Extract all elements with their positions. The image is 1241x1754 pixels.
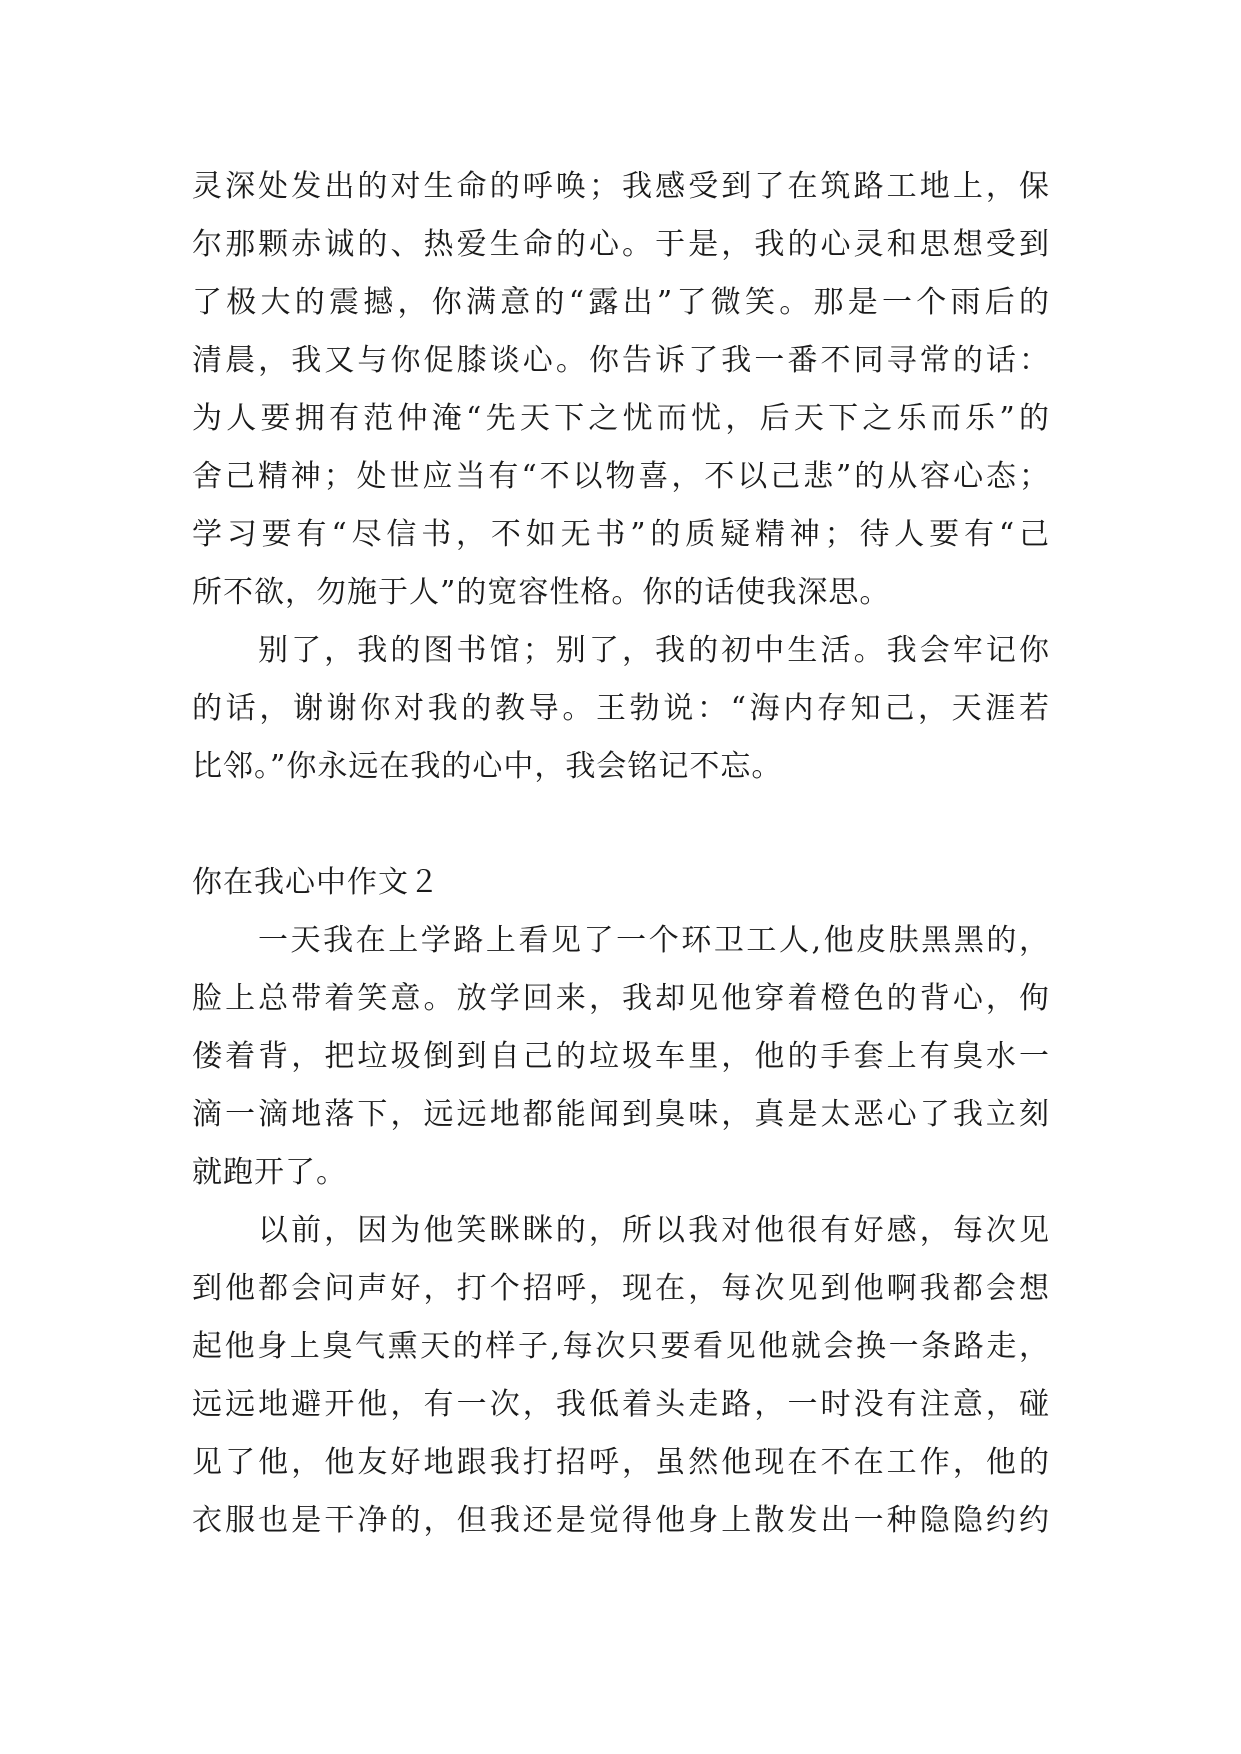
- text-line: 以前，因为他笑眯眯的，所以我对他很有好感，每次见: [258, 1213, 1050, 1248]
- text-line: 到他都会问声好，打个招呼，现在，每次见到他啊我都会想: [192, 1271, 1050, 1306]
- text-line: 学习要有“尽信书，不如无书”的质疑精神；待人要有“己: [192, 517, 1050, 552]
- text-line: 尔那颗赤诚的、热爱生命的心。于是，我的心灵和思想受到: [192, 227, 1050, 262]
- section-title: 你在我心中作文２: [192, 865, 440, 900]
- blank-line: [192, 796, 1050, 854]
- text-line: 滴一滴地落下，远远地都能闻到臭味，真是太恶心了我立刻: [192, 1097, 1050, 1132]
- text-line: 舍己精神；处世应当有“不以物喜，不以己悲”的从容心态；: [192, 459, 1050, 494]
- paragraph: [192, 158, 1050, 622]
- text-line: 别了，我的图书馆；别了，我的初中生活。我会牢记你: [258, 633, 1050, 668]
- text-line: 比邻。”你永远在我的心中，我会铭记不忘。: [192, 749, 783, 784]
- text-line: 为人要拥有范仲淹“先天下之忧而忧，后天下之乐而乐”的: [192, 401, 1050, 436]
- paragraph: [192, 622, 1050, 796]
- text-line: 就跑开了。: [192, 1155, 347, 1190]
- text-line: 的话，谢谢你对我的教导。王勃说：“海内存知己，天涯若: [192, 691, 1050, 726]
- text-line: 远远地避开他，有一次，我低着头走路，一时没有注意，碰: [192, 1387, 1050, 1422]
- text-line: 所不欲，勿施于人”的宽容性格。你的话使我深思。: [192, 575, 891, 610]
- text-line: 脸上总带着笑意。放学回来，我却见他穿着橙色的背心，佝: [192, 981, 1050, 1016]
- text-line: 灵深处发出的对生命的呼唤；我感受到了在筑路工地上，保: [192, 169, 1050, 204]
- text-line: 起他身上臭气熏天的样子,每次只要看见他就会换一条路走，: [192, 1329, 1050, 1364]
- text-line: 一天我在上学路上看见了一个环卫工人,他皮肤黑黑的，: [258, 923, 1050, 958]
- text-line: 衣服也是干净的，但我还是觉得他身上散发出一种隐隐约约: [192, 1503, 1050, 1538]
- paragraph: [192, 912, 1050, 1202]
- text-line: 偻着背，把垃圾倒到自己的垃圾车里，他的手套上有臭水一: [192, 1039, 1050, 1074]
- document-body: [192, 158, 1050, 1550]
- text-line: 见了他，他友好地跟我打招呼，虽然他现在不在工作，他的: [192, 1445, 1050, 1480]
- text-line: 清晨，我又与你促膝谈心。你告诉了我一番不同寻常的话：: [192, 343, 1050, 378]
- text-line: 了极大的震撼，你满意的“露出”了微笑。那是一个雨后的: [192, 285, 1050, 320]
- paragraph: [192, 1202, 1050, 1550]
